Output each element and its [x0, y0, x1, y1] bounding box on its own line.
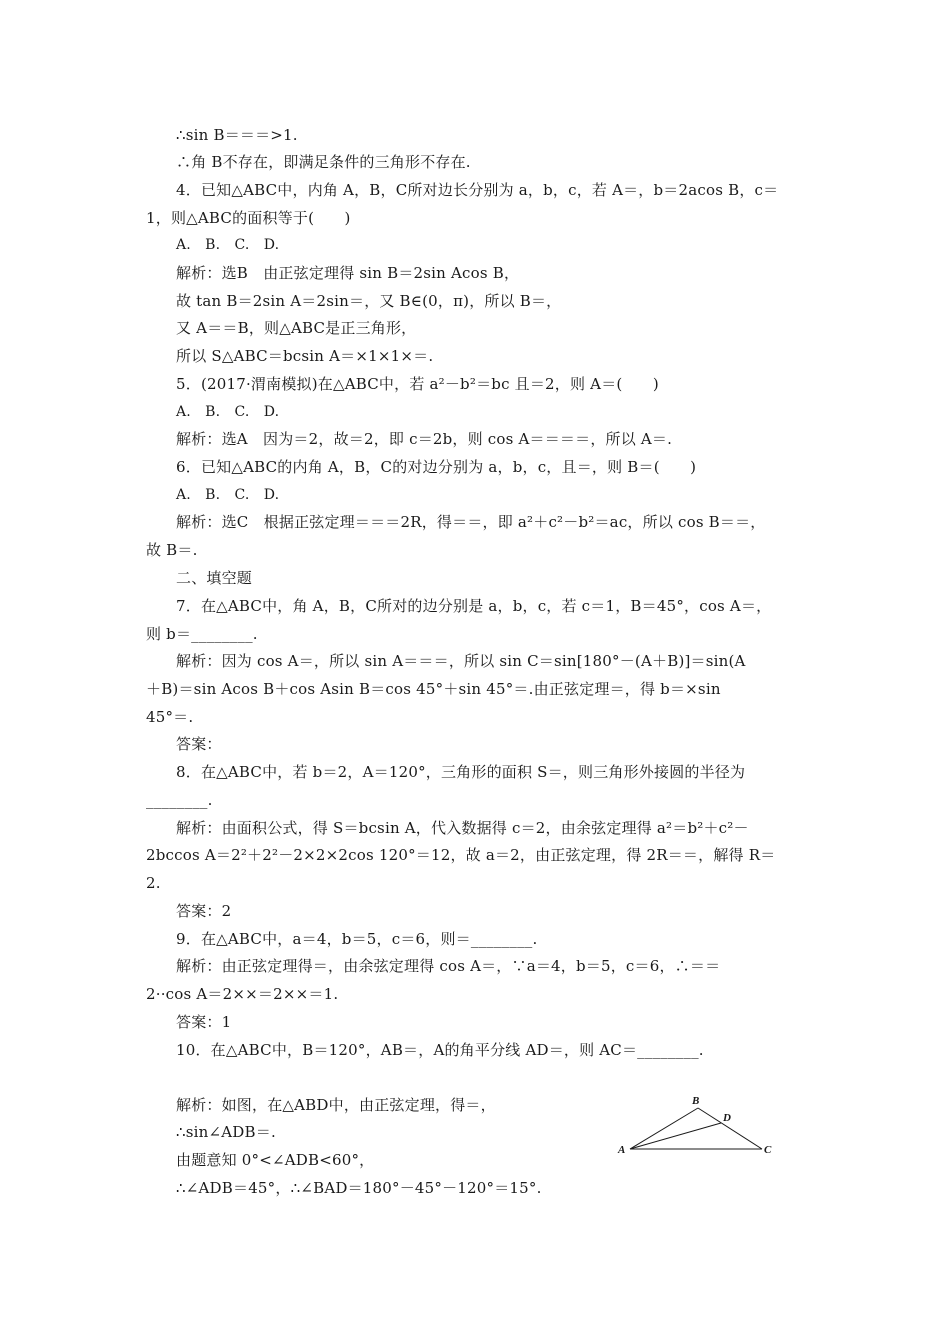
problem-9-line: 9．在△ABC中，a＝4，b＝5，c＝6，则＝________. — [176, 930, 538, 948]
solution-line: 2··cos A＝2××＝2××＝1. — [146, 985, 339, 1003]
problem-8-line-2: ________. — [146, 791, 213, 809]
problem-6-options: A. B. C. D. — [176, 487, 280, 503]
solution-line: ∴∠ADB＝45°，∴∠BAD＝180°－45°－120°＝15°. — [176, 1179, 542, 1197]
triangle-figure — [612, 1090, 782, 1165]
label-a: A — [618, 1144, 626, 1156]
label-c: C — [764, 1144, 772, 1156]
answer-line: 答案：1 — [176, 1013, 232, 1031]
solution-line: 又 A＝＝B，则△ABC是正三角形， — [176, 319, 417, 337]
problem-5-options: A. B. C. D. — [176, 404, 280, 420]
solution-line: 所以 S△ABC＝bcsin A＝×1×1×＝. — [176, 347, 434, 365]
solution-line: 解析：因为 cos A＝，所以 sin A＝＝＝，所以 sin C＝sin[180°－(A＋B)]＝sin(A — [176, 652, 746, 670]
problem-4-options: A. B. C. D. — [176, 237, 280, 253]
solution-line: 解析：由面积公式，得 S＝bcsin A，代入数据得 c＝2，由余弦定理得 a²＝b²＋c²－ — [176, 819, 749, 837]
answer-line: 答案：2 — [176, 902, 232, 920]
problem-6-line: 6．已知△ABC的内角 A，B，C的对边分别为 a，b，c，且＝，则 B＝( ) — [176, 458, 697, 476]
solution-line: ＋B)＝sin Acos B＋cos Asin B＝cos 45°＋sin 45°＝.由正弦定理＝，得 b＝×sin — [146, 680, 721, 698]
solution-line: 2bccos A＝2²＋2²－2×2×2cos 120°＝12，故 a＝2，由正弦定理，得 2R＝＝，解得 R＝ — [146, 846, 776, 864]
solution-line: ∴sin∠ADB＝. — [176, 1123, 276, 1141]
problem-7-line-2: 则 b＝________. — [146, 625, 258, 643]
label-d: D — [723, 1112, 731, 1124]
solution-line: 解析：如图，在△ABD中，由正弦定理，得＝， — [176, 1096, 496, 1114]
label-b: B — [692, 1095, 700, 1107]
text-line: ∴sin B＝＝＝>1. — [176, 126, 298, 144]
problem-4-line-1: 4．已知△ABC中，内角 A，B，C所对边长分别为 a，b，c，若 A＝，b＝2acos B，c＝ — [176, 181, 779, 199]
solution-line: 由题意知 0°<∠ADB<60°， — [176, 1151, 375, 1169]
problem-10-line: 10．在△ABC中，B＝120°，AB＝，A的角平分线 AD＝，则 AC＝________. — [176, 1041, 704, 1059]
solution-line: 解析：选A 因为＝2，故＝2，即 c＝2b，则 cos A＝＝＝＝，所以 A＝. — [176, 430, 673, 448]
solution-line: 45°＝. — [146, 708, 194, 726]
problem-4-line-2: 1，则△ABC的面积等于( ) — [146, 209, 351, 227]
solution-line: 故 B＝. — [146, 541, 198, 559]
problem-5-line: 5．(2017·渭南模拟)在△ABC中，若 a²－b²＝bc 且＝2，则 A＝( ) — [176, 375, 659, 393]
problem-8-line-1: 8．在△ABC中，若 b＝2，A＝120°，三角形的面积 S＝，则三角形外接圆的半径为 — [176, 763, 746, 781]
segment-ab — [630, 1108, 698, 1149]
solution-line: 故 tan B＝2sin A＝2sin＝，又 B∈(0，π)，所以 B＝， — [176, 292, 562, 310]
solution-line: 2. — [146, 874, 161, 892]
section-heading: 二、填空题 — [176, 569, 253, 587]
solution-line: 解析：选C 根据正弦定理＝＝＝2R，得＝＝，即 a²＋c²－b²＝ac，所以 cos B＝＝， — [176, 513, 766, 531]
segment-ad — [630, 1123, 721, 1149]
solution-line: 解析：选B 由正弦定理得 sin B＝2sin Acos B， — [176, 264, 520, 282]
problem-7-line-1: 7．在△ABC中，角 A，B，C所对的边分别是 a，b，c，若 c＝1，B＝45°，cos A＝， — [176, 597, 772, 615]
text-line: ∴角 B不存在，即满足条件的三角形不存在. — [176, 153, 471, 171]
answer-line: 答案： — [176, 735, 222, 753]
solution-line: 解析：由正弦定理得＝，由余弦定理得 cos A＝，∵a＝4，b＝5，c＝6，∴＝＝ — [176, 957, 721, 975]
